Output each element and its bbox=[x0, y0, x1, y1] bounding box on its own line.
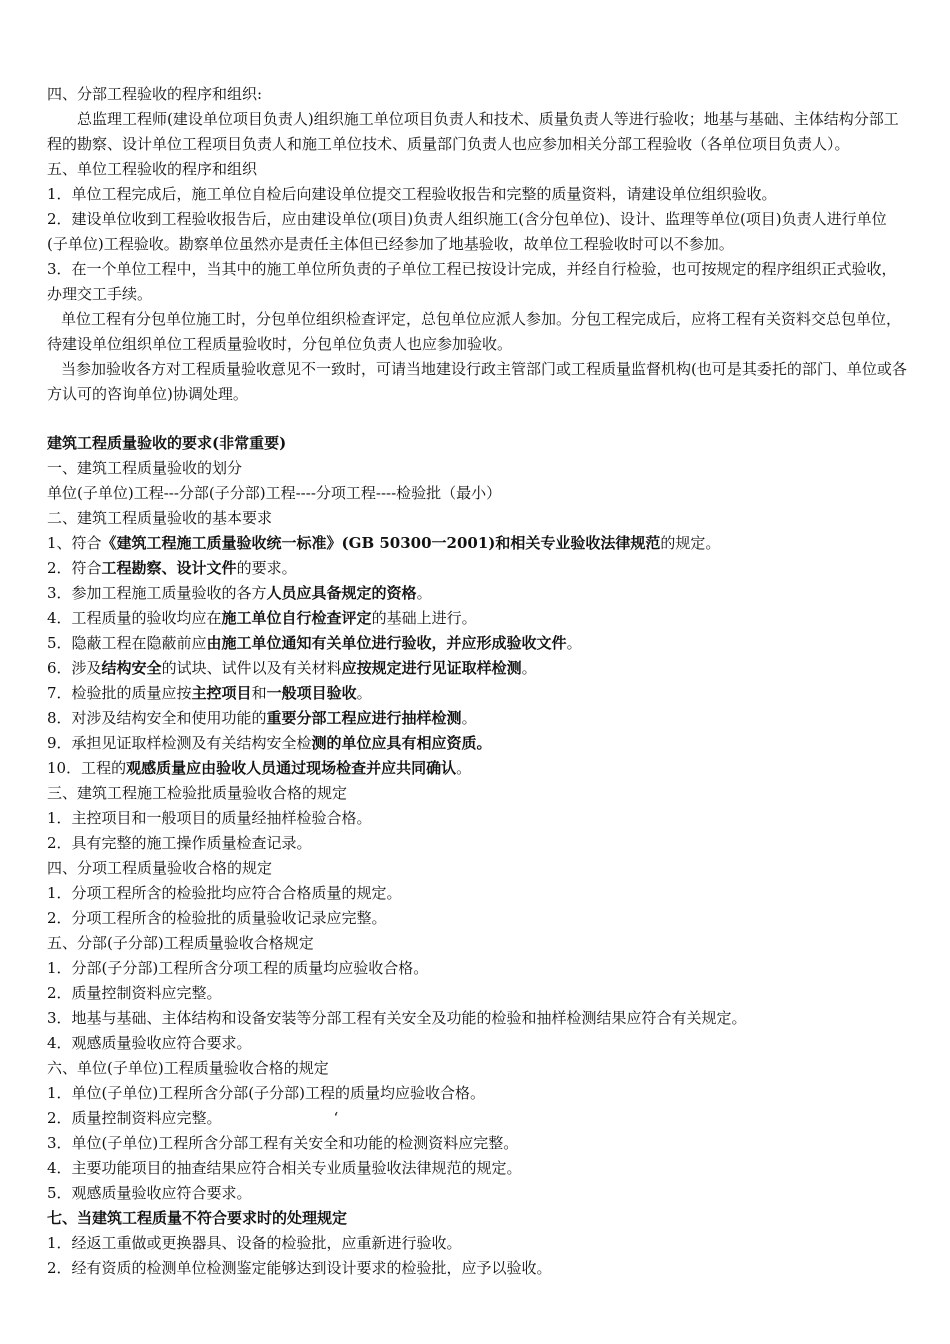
subdivision-2: 2．质量控制资料应完整。 bbox=[47, 984, 222, 1002]
document-page bbox=[47, 82, 907, 1281]
paragraph-section-4: 总监理工程师(建设单位项目负责人)组织施工单位项目负责人和技术、质量负责人等进行验收；地基与基础、主体结构分部工程的勘察、设计单位工程项目负责人和施工单位技术、质量部门负责人也应参加相关分部工程验收（各单位项目负责人）。 bbox=[47, 110, 899, 153]
heading-section-4: 四、分部工程验收的程序和组织: bbox=[47, 85, 263, 103]
spacer bbox=[47, 407, 907, 431]
requirement-5: 5．隐蔽工程在隐蔽前应由施工单位通知有关单位进行验收，并应形成验收文件。 bbox=[47, 634, 582, 652]
heading-subitem: 四、分项工程质量验收合格的规定 bbox=[47, 859, 273, 877]
section-title: 建筑工程质量验收的要求(非常重要) bbox=[47, 434, 287, 452]
heading-division: 一、建筑工程质量验收的划分 bbox=[47, 459, 243, 477]
unit-3: 3．单位(子单位)工程所含分部工程有关安全和功能的检测资料应完整。 bbox=[47, 1134, 519, 1152]
item-5-3: 3．在一个单位工程中，当其中的施工单位所负责的子单位工程已按设计完成，并经自行检验，也可按规定的程序组织正式验收，办理交工手续。 bbox=[47, 260, 897, 303]
heading-basic-requirements: 二、建筑工程质量验收的基本要求 bbox=[47, 509, 273, 527]
requirement-10: 10．工程的观感质量应由验收人员通过现场检查并应共同确认。 bbox=[47, 759, 472, 777]
unit-2: 2．质量控制资料应完整。 ‘ bbox=[47, 1109, 339, 1127]
item-5-2: 2．建设单位收到工程验收报告后，应由建设单位(项目)负责人组织施工(含分包单位)、设计、监理等单位(项目)负责人进行单位(子单位)工程验收。勘察单位虽然亦是责任主体但已经参加了地基验收，故单位工程验收时可以不参加。 bbox=[47, 210, 887, 253]
paragraph-dispute: 当参加验收各方对工程质量验收意见不一致时，可请当地建设行政主管部门或工程质量监督机构(也可是其委托的部门、单位或各方认可的咨询单位)协调处理。 bbox=[47, 360, 907, 403]
requirement-6: 6．涉及结构安全的试块、试件以及有关材料应按规定进行见证取样检测。 bbox=[47, 659, 537, 677]
paragraph-subcontract: 单位工程有分包单位施工时，分包单位组织检查评定，总包单位应派人参加。分包工程完成后，应将工程有关资料交总包单位，待建设单位组织单位工程质量验收时，分包单位负责人也应参加验收。 bbox=[47, 310, 902, 353]
requirement-7: 7．检验批的质量应按主控项目和一般项目验收。 bbox=[47, 684, 372, 702]
nonconforming-2: 2．经有资质的检测单位检测鉴定能够达到设计要求的检验批，应予以验收。 bbox=[47, 1259, 552, 1277]
heading-unit: 六、单位(子单位)工程质量验收合格的规定 bbox=[47, 1059, 329, 1077]
subitem-1: 1．分项工程所含的检验批均应符合合格质量的规定。 bbox=[47, 884, 402, 902]
inspection-lot-1: 1．主控项目和一般项目的质量经抽样检验合格。 bbox=[47, 809, 372, 827]
requirement-9: 9．承担见证取样检测及有关结构安全检测的单位应具有相应资质。 bbox=[47, 734, 492, 752]
stray-mark: ‘ bbox=[333, 1109, 339, 1127]
heading-nonconforming: 七、当建筑工程质量不符合要求时的处理规定 bbox=[47, 1209, 348, 1227]
heading-inspection-lot: 三、建筑工程施工检验批质量验收合格的规定 bbox=[47, 784, 348, 802]
requirement-3: 3．参加工程施工质量验收的各方人员应具备规定的资格。 bbox=[47, 584, 432, 602]
requirement-4: 4．工程质量的验收均应在施工单位自行检查评定的基础上进行。 bbox=[47, 609, 477, 627]
subdivision-4: 4．观感质量验收应符合要求。 bbox=[47, 1034, 252, 1052]
inspection-lot-2: 2．具有完整的施工操作质量检查记录。 bbox=[47, 834, 312, 852]
unit-4: 4．主要功能项目的抽查结果应符合相关专业质量验收法律规范的规定。 bbox=[47, 1159, 522, 1177]
subdivision-1: 1．分部(子分部)工程所含分项工程的质量均应验收合格。 bbox=[47, 959, 429, 977]
subitem-2: 2．分项工程所含的检验批的质量验收记录应完整。 bbox=[47, 909, 387, 927]
subdivision-3: 3．地基与基础、主体结构和设备安装等分部工程有关安全及功能的检验和抽样检测结果应符合有关规定。 bbox=[47, 1009, 747, 1027]
requirement-8: 8．对涉及结构安全和使用功能的重要分部工程应进行抽样检测。 bbox=[47, 709, 477, 727]
requirement-2: 2．符合工程勘察、设计文件的要求。 bbox=[47, 559, 297, 577]
requirement-1: 1、符合《建筑工程施工质量验收统一标准》(GB 50300一2001)和相关专业验收法律规范的规定。 bbox=[47, 534, 721, 552]
heading-section-5: 五、单位工程验收的程序和组织 bbox=[47, 160, 258, 178]
nonconforming-1: 1．经返工重做或更换器具、设备的检验批，应重新进行验收。 bbox=[47, 1234, 462, 1252]
item-5-1: 1．单位工程完成后，施工单位自检后向建设单位提交工程验收报告和完整的质量资料，请建设单位组织验收。 bbox=[47, 185, 777, 203]
division-text: 单位(子单位)工程---分部(子分部)工程----分项工程----检验批（最小） bbox=[47, 484, 502, 502]
heading-subdivision: 五、分部(子分部)工程质量验收合格规定 bbox=[47, 934, 314, 952]
unit-5: 5．观感质量验收应符合要求。 bbox=[47, 1184, 252, 1202]
unit-1: 1．单位(子单位)工程所含分部(子分部)工程的质量均应验收合格。 bbox=[47, 1084, 485, 1102]
